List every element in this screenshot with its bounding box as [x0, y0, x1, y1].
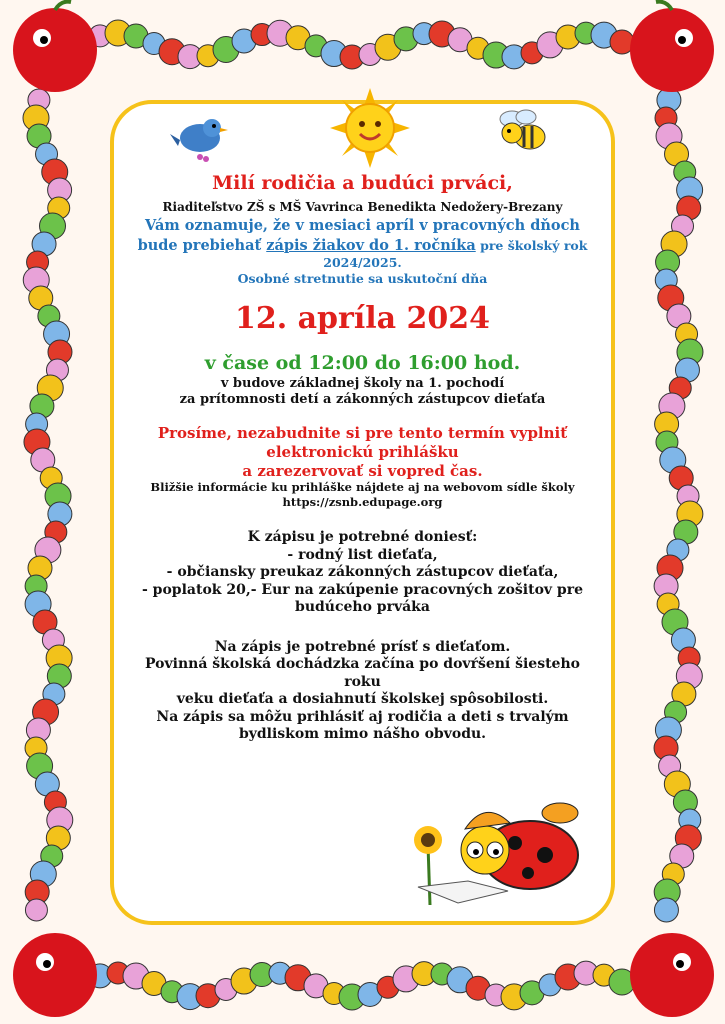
worm-segment: [25, 899, 47, 921]
apple-icon: [630, 933, 714, 1017]
school-name: Riaditeľstvo ZŠ s MŠ Vavrinca Benedikta Nedožery-Brezany: [162, 199, 563, 214]
closing-line: Na zápis sa môžu prihlásiť aj rodičia a deti s trvalým: [156, 708, 569, 725]
greeting: Milí rodičia a budúci prváci,: [212, 172, 513, 194]
reminder-line-2: elektronickú prihlášku: [266, 442, 459, 461]
announce-line-2-post: pre školský rok: [475, 237, 588, 253]
announce-line-1: Vám oznamuje, že v mesiaci apríl v pracovných dňoch: [145, 216, 580, 234]
bring-item: - poplatok 20,- Eur na zakúpenie pracovných zošitov pre: [141, 581, 583, 598]
meeting-text: Osobné stretnutie sa uskutoční dňa: [237, 270, 488, 286]
enrollment-link[interactable]: zápis žiakov do 1. ročníka: [266, 236, 476, 254]
location-line-2: za prítomnosti detí a zákonných zástupcov dieťaťa: [179, 391, 546, 407]
bring-item: - rodný list dieťaťa,: [287, 546, 438, 563]
worm-segment: [654, 898, 678, 922]
ladybug-reading-icon: [410, 795, 585, 915]
bring-heading: K zápisu je potrebné doniesť:: [247, 529, 478, 545]
bring-item: budúceho prváka: [295, 599, 430, 615]
closing-line: Povinná školská dochádzka začína po dovŕšení šiesteho roku: [145, 656, 580, 690]
announce-line-2: [130, 237, 595, 255]
apple-icon: [13, 933, 97, 1017]
enrollment-date: 12. apríla 2024: [234, 301, 491, 337]
reminder-line-1: Prosíme, nezabudnite si pre tento termín vyplniť: [157, 424, 568, 442]
school-year: 2024/2025.: [323, 255, 402, 270]
closing-line: bydliskom mimo nášho obvodu.: [238, 726, 487, 742]
bring-item: - občiansky preukaz zákonných zástupcov dieťaťa,: [166, 564, 559, 580]
closing-line: veku dieťaťa a dosiahnutí školskej spôsobilosti.: [176, 691, 549, 707]
location-line-1: v budove základnej školy na 1. pochodí: [220, 375, 505, 391]
bee-icon: [492, 105, 552, 155]
bird-icon: [170, 110, 230, 165]
reminder-line-3: a zarezervovať si vopred čas.: [242, 461, 483, 480]
sun-icon: [330, 88, 410, 168]
enrollment-time: v čase od 12:00 do 16:00 hod.: [204, 351, 521, 374]
closing-line: Na zápis je potrebné prísť s dieťaťom.: [214, 638, 511, 655]
announce-line-2-pre: bude prebiehať: [137, 236, 267, 254]
announcement: [130, 170, 595, 744]
more-info: Bližšie informácie ku prihláške nájdete aj na webovom sídle školy: [150, 480, 575, 495]
website-link[interactable]: https://zsnb.edupage.org: [282, 494, 443, 509]
